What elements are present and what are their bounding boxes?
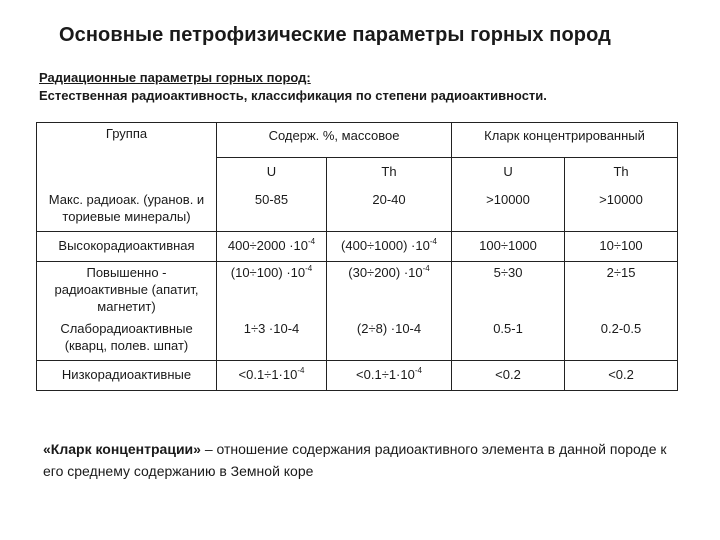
value-text: <0.1÷1·10 xyxy=(356,367,415,382)
exponent: -4 xyxy=(422,264,430,273)
value-text: (10÷100) ·10 xyxy=(230,265,306,280)
cell-u-content: 1÷3 ·10-4 xyxy=(217,320,327,361)
cell-th-content xyxy=(327,232,452,262)
cell-th-content: (2÷8) ·10-4 xyxy=(327,320,452,361)
header-group: Группа xyxy=(37,123,217,186)
cell-th-clark: >10000 xyxy=(565,185,678,232)
exponent: -4 xyxy=(297,366,305,375)
definition-text: – отношение содержания радиоактивного элемента в данной породе к его среднему содержанию в Земной коре xyxy=(43,441,667,479)
cell-u-clark: 0.5-1 xyxy=(452,320,565,361)
value-text: (400÷1000) ·10 xyxy=(341,238,430,253)
cell-u-clark: <0.2 xyxy=(452,361,565,391)
cell-th-clark: 0.2-0.5 xyxy=(565,320,678,361)
value-text: (30÷200) ·10 xyxy=(348,265,423,280)
cell-th-clark: 2÷15 xyxy=(606,265,636,280)
value-text: 400÷2000 ·10 xyxy=(227,238,309,253)
header-th-content: Th xyxy=(327,158,452,186)
table-row xyxy=(37,361,678,391)
table-row xyxy=(37,262,678,321)
definition-note xyxy=(43,438,683,482)
cell-th-content: 20-40 xyxy=(327,185,452,232)
exponent: -4 xyxy=(308,237,316,246)
section-subheading: Естественная радиоактивность, классификация по степени радиоактивности. xyxy=(39,88,547,103)
header-th-clark: Th xyxy=(613,164,629,179)
cell-u-content: 50-85 xyxy=(217,185,327,232)
radioactivity-table xyxy=(36,122,678,391)
cell-u-content xyxy=(217,361,327,391)
table-row xyxy=(37,185,678,232)
exponent: -4 xyxy=(305,264,313,273)
cell-th-content xyxy=(327,361,452,391)
table-header-row xyxy=(37,123,678,158)
cell-group: Слаборадиоактивные (кварц, полев. шпат) xyxy=(37,320,217,361)
header-u-clark: U xyxy=(452,158,565,186)
exponent: -4 xyxy=(429,237,437,246)
cell-group: Повышенно - радиоактивные (апатит, магнетит) xyxy=(37,262,217,321)
header-content: Содерж. %, массовое xyxy=(217,123,452,158)
header-u-content: U xyxy=(217,158,327,186)
cell-th-clark: <0.2 xyxy=(608,367,634,382)
cell-th-clark: 10÷100 xyxy=(565,232,678,262)
value-text: <0.1÷1·10 xyxy=(238,367,298,382)
table-row xyxy=(37,232,678,262)
cell-th-content xyxy=(327,262,452,321)
table-row xyxy=(37,320,678,361)
definition-term: «Кларк концентрации» xyxy=(43,441,201,457)
cell-u-clark: 100÷1000 xyxy=(452,232,565,262)
page-title: Основные петрофизические параметры горных пород xyxy=(59,24,611,46)
header-clark: Кларк концентрированный xyxy=(452,123,678,158)
cell-group: Макс. радиоак. (уранов. и ториевые минералы) xyxy=(37,185,217,232)
cell-u-clark: >10000 xyxy=(452,185,565,232)
cell-u-clark: 5÷30 xyxy=(452,262,565,321)
cell-u-content xyxy=(217,262,327,321)
exponent: -4 xyxy=(414,366,422,375)
cell-u-content xyxy=(217,232,327,262)
section-heading: Радиационные параметры горных пород: xyxy=(39,70,311,85)
cell-group: Низкорадиоактивные xyxy=(37,361,217,391)
cell-group: Высокорадиоактивная xyxy=(37,232,217,262)
